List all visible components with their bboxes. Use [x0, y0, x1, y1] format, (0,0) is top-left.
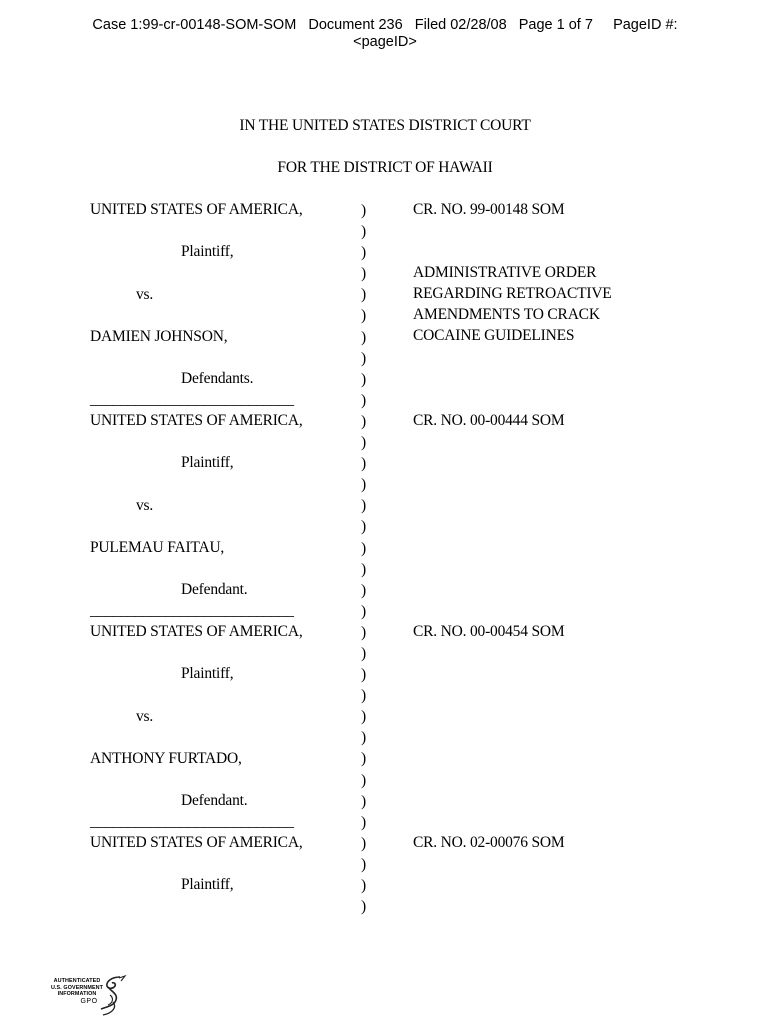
- caption-paren: ): [361, 370, 367, 388]
- caption-paren: ): [361, 750, 367, 768]
- caption-paren: ): [361, 328, 367, 346]
- caption-paren: ): [361, 434, 367, 452]
- caption-paren: ): [361, 265, 367, 283]
- case3-number: CR. NO. 00-00454 SOM: [413, 623, 565, 640]
- case2-plaintiff-role: Plaintiff,: [181, 454, 234, 471]
- order-title-line1: ADMINISTRATIVE ORDER: [413, 264, 597, 281]
- court-title: IN THE UNITED STATES DISTRICT COURT: [239, 117, 531, 134]
- case2-number: CR. NO. 00-00444 SOM: [413, 412, 565, 429]
- caption-paren: ): [361, 539, 367, 557]
- case1-plaintiff-role: Plaintiff,: [181, 243, 234, 260]
- case3-vs: vs.: [136, 708, 154, 725]
- caption-paren: ): [361, 286, 367, 304]
- caption-paren: ): [361, 623, 367, 641]
- case3-separator: ___________________________: [90, 813, 294, 830]
- case1-separator: ___________________________: [90, 391, 294, 408]
- case2-plaintiff: UNITED STATES OF AMERICA,: [90, 412, 303, 429]
- caption-paren: ): [361, 497, 367, 515]
- header-pageid-line: <pageID>: [353, 34, 417, 50]
- case1-number: CR. NO. 99-00148 SOM: [413, 201, 565, 218]
- order-title-line4: COCAINE GUIDELINES: [413, 327, 575, 344]
- caption-paren: ): [361, 644, 367, 662]
- gpo-authenticated-logo: [44, 974, 132, 1020]
- logo-text-information: INFORMATION: [57, 991, 97, 997]
- caption-paren: ): [361, 834, 367, 852]
- case1-plaintiff: UNITED STATES OF AMERICA,: [90, 201, 303, 218]
- caption-paren: ): [361, 560, 367, 578]
- caption-paren: ): [361, 412, 367, 430]
- caption-paren: ): [361, 771, 367, 789]
- case3-plaintiff: UNITED STATES OF AMERICA,: [90, 623, 303, 640]
- caption-paren: ): [361, 223, 367, 241]
- case3-plaintiff-role: Plaintiff,: [181, 665, 234, 682]
- case4-number: CR. NO. 02-00076 SOM: [413, 834, 565, 851]
- caption-paren: ): [361, 602, 367, 620]
- logo-text-gpo: GPO: [80, 998, 98, 1005]
- order-title-line2: REGARDING RETROACTIVE: [413, 285, 612, 302]
- caption-paren: ): [361, 708, 367, 726]
- header-case-line: Case 1:99-cr-00148-SOM-SOM Document 236 Filed 02/28/08 Page 1 of 7 PageID #:: [92, 17, 678, 33]
- case4-plaintiff: UNITED STATES OF AMERICA,: [90, 834, 303, 851]
- case2-defendant: PULEMAU FAITAU,: [90, 539, 225, 556]
- gpo-eagle-icon: [98, 974, 128, 1018]
- case1-defendant: DAMIEN JOHNSON,: [90, 328, 228, 345]
- caption-paren: ): [361, 877, 367, 894]
- logo-text-us-government: U.S. GOVERNMENT: [50, 984, 104, 991]
- case2-defendant-role: Defendant.: [181, 581, 248, 598]
- case1-vs: vs.: [136, 286, 154, 303]
- caption-paren: ): [361, 307, 367, 325]
- case2-vs: vs.: [136, 497, 154, 514]
- caption-paren: ): [361, 455, 367, 473]
- caption-paren: ): [361, 792, 367, 810]
- caption-paren: ): [361, 244, 367, 262]
- caption-paren: ): [361, 349, 367, 367]
- caption-paren: ): [361, 666, 367, 684]
- page-header: [0, 17, 770, 51]
- caption-paren: ): [361, 518, 367, 536]
- caption-paren: ): [361, 202, 367, 219]
- order-title-line3: AMENDMENTS TO CRACK: [413, 306, 600, 323]
- caption-paren-column: [361, 200, 373, 917]
- caption-paren: ): [361, 729, 367, 747]
- case3-defendant-role: Defendant.: [181, 792, 248, 809]
- case4-plaintiff-role: Plaintiff,: [181, 876, 234, 893]
- caption-paren: ): [361, 687, 367, 705]
- case2-separator: ___________________________: [90, 602, 294, 619]
- case1-defendant-role: Defendants.: [181, 370, 254, 387]
- caption-paren: ): [361, 813, 367, 831]
- logo-text-authenticated: AUTHENTICATED: [53, 978, 101, 984]
- case3-defendant: ANTHONY FURTADO,: [90, 750, 242, 767]
- caption-paren: ): [361, 898, 367, 916]
- caption-paren: ): [361, 581, 367, 599]
- caption-paren: ): [361, 855, 367, 873]
- court-district: FOR THE DISTRICT OF HAWAII: [277, 159, 493, 176]
- caption-paren: ): [361, 391, 367, 409]
- caption-paren: ): [361, 476, 367, 494]
